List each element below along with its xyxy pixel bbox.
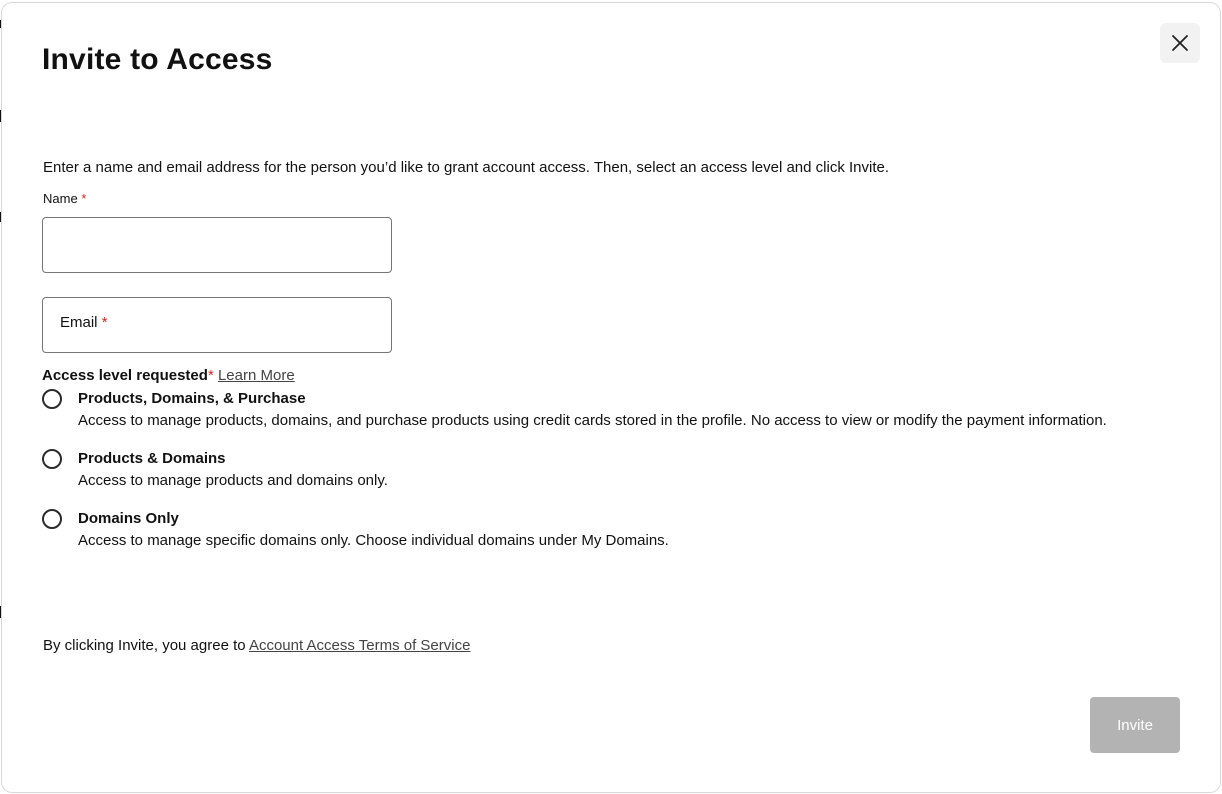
option-description: Access to manage specific domains only. Choose individual domains under My Domains. bbox=[78, 532, 669, 549]
name-label-text: Name bbox=[43, 191, 78, 206]
learn-more-link[interactable]: Learn More bbox=[217, 367, 295, 384]
email-label-text: Email bbox=[60, 314, 98, 331]
terms-notice bbox=[43, 637, 470, 654]
name-input[interactable] bbox=[43, 218, 391, 272]
modal-title: Invite to Access bbox=[42, 43, 273, 76]
name-field[interactable] bbox=[42, 217, 392, 273]
option-description: Access to manage products and domains only. bbox=[78, 472, 388, 489]
required-marker: * bbox=[81, 191, 87, 206]
invite-modal bbox=[2, 3, 1220, 792]
name-label bbox=[43, 191, 86, 206]
option-title: Products & Domains bbox=[78, 450, 226, 467]
close-icon bbox=[1171, 34, 1189, 52]
close-button[interactable] bbox=[1160, 23, 1200, 63]
option-description: Access to manage products, domains, and purchase products using credit cards stored in the profile. No access to view or modify the payment information. bbox=[78, 412, 1107, 429]
access-level-label: Access level requested bbox=[42, 367, 208, 384]
intro-text: Enter a name and email address for the person you’d like to grant account access. Then, select an access level and click Invite. bbox=[43, 159, 890, 176]
required-marker: * bbox=[101, 314, 108, 331]
terms-prefix: By clicking Invite, you agree to bbox=[43, 637, 249, 654]
radio-button[interactable] bbox=[42, 389, 62, 409]
access-level-heading bbox=[42, 367, 295, 384]
radio-button[interactable] bbox=[42, 509, 62, 529]
option-title: Products, Domains, & Purchase bbox=[78, 390, 306, 407]
email-input[interactable] bbox=[43, 298, 391, 352]
radio-button[interactable] bbox=[42, 449, 62, 469]
terms-of-service-link[interactable]: Account Access Terms of Service bbox=[248, 637, 471, 654]
required-marker: * bbox=[207, 367, 214, 384]
option-title: Domains Only bbox=[78, 510, 179, 527]
email-field[interactable] bbox=[42, 297, 392, 353]
invite-button[interactable]: Invite bbox=[1090, 697, 1180, 753]
